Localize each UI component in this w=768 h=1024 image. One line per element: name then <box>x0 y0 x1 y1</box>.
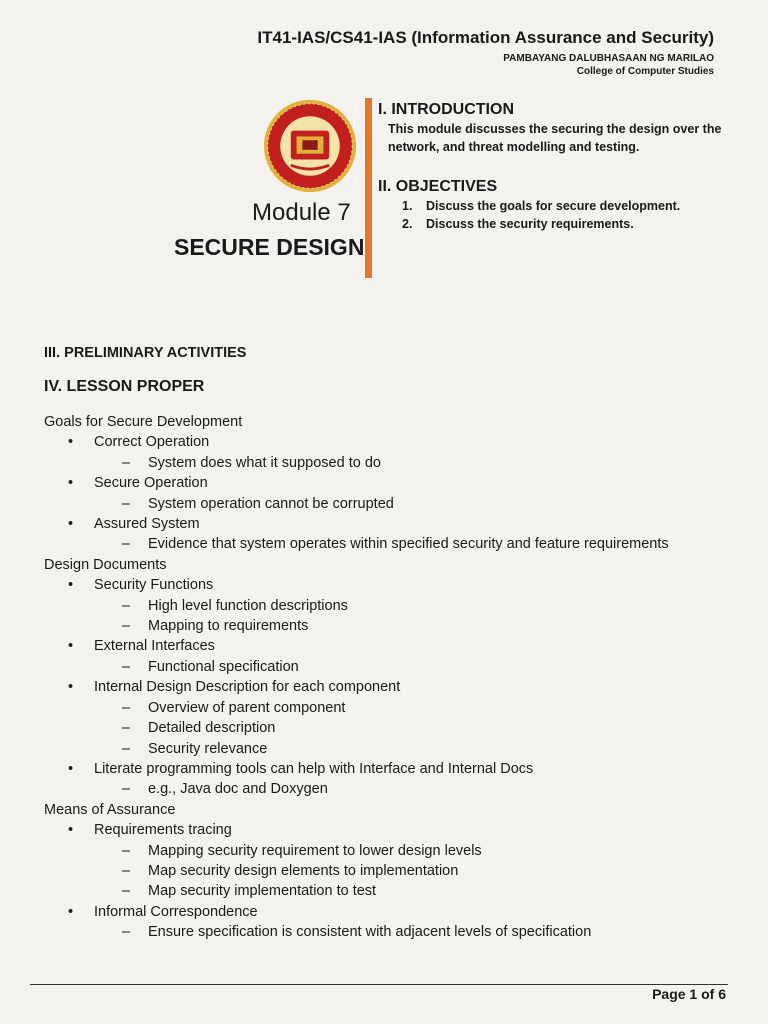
outline-subitem: – High level function descriptions <box>38 596 738 616</box>
college-seal-icon <box>262 98 358 194</box>
outline-topic: Goals for Secure Development <box>44 414 243 430</box>
school-name: PAMBAYANG DALUBHASAAN NG MARILAO <box>503 53 714 64</box>
objective-item: 1. Discuss the goals for secure development. <box>402 199 681 213</box>
accent-divider <box>365 98 372 278</box>
outline-subitem: – Map security design elements to implementation <box>38 861 738 881</box>
outline-topic: Design Documents <box>44 556 167 573</box>
outline-bullet: • Requirements tracing <box>38 820 738 840</box>
outline-bullet: • Informal Correspondence <box>38 902 738 922</box>
lesson-heading: IV. LESSON PROPER <box>44 378 205 395</box>
outline-bullet: • Internal Design Description for each component <box>38 677 738 697</box>
outline-subitem: – e.g., Java doc and Doxygen <box>38 779 738 799</box>
outline-subitem: – System does what it supposed to do <box>38 453 738 473</box>
outline-subitem: – Security relevance <box>38 739 738 759</box>
outline-subitem: – Mapping security requirement to lower design levels <box>38 841 738 861</box>
introduction-heading: I. INTRODUCTION <box>378 101 514 118</box>
outline-subitem: – Evidence that system operates within specified security and feature requirements <box>38 534 738 554</box>
outline-bullet: • Assured System <box>38 514 738 534</box>
preliminary-heading: III. PRELIMINARY ACTIVITIES <box>44 345 247 361</box>
objective-item: 2. Discuss the security requirements. <box>402 217 634 231</box>
outline-subitem: – Mapping to requirements <box>38 616 738 636</box>
objectives-heading: II. OBJECTIVES <box>378 178 498 195</box>
college-name: College of Computer Studies <box>576 66 714 77</box>
outline-bullet: • Correct Operation <box>38 432 738 452</box>
outline-subitem: – Ensure specification is consistent with adjacent levels of specification <box>38 922 738 942</box>
outline-bullet: • Literate programming tools can help with Interface and Internal Docs <box>38 759 738 779</box>
outline-bullet: • Security Functions <box>38 575 738 595</box>
outline-subitem: – Detailed description <box>38 718 738 738</box>
introduction-text: This module discusses the securing the design over the network, and threat modelling and testing. <box>388 122 722 154</box>
outline-subitem: – System operation cannot be corrupted <box>38 494 738 514</box>
outline-bullet: • External Interfaces <box>38 636 738 656</box>
course-title: IT41-IAS/CS41-IAS (Information Assurance and Security) <box>257 28 714 47</box>
outline-subitem: – Functional specification <box>38 657 738 677</box>
outline-topic: Means of Assurance <box>44 801 176 818</box>
outline-subitem: – Map security implementation to test <box>38 881 738 901</box>
module-number: Module 7 <box>252 199 351 226</box>
outline-subitem: – Overview of parent component <box>38 698 738 718</box>
footer-divider <box>30 984 728 985</box>
lesson-outline <box>38 412 738 943</box>
outline-bullet: • Secure Operation <box>38 473 738 493</box>
page-number: Page 1 of 6 <box>652 986 726 1002</box>
objectives-list <box>402 197 680 233</box>
module-title: SECURE DESIGN <box>174 234 365 260</box>
